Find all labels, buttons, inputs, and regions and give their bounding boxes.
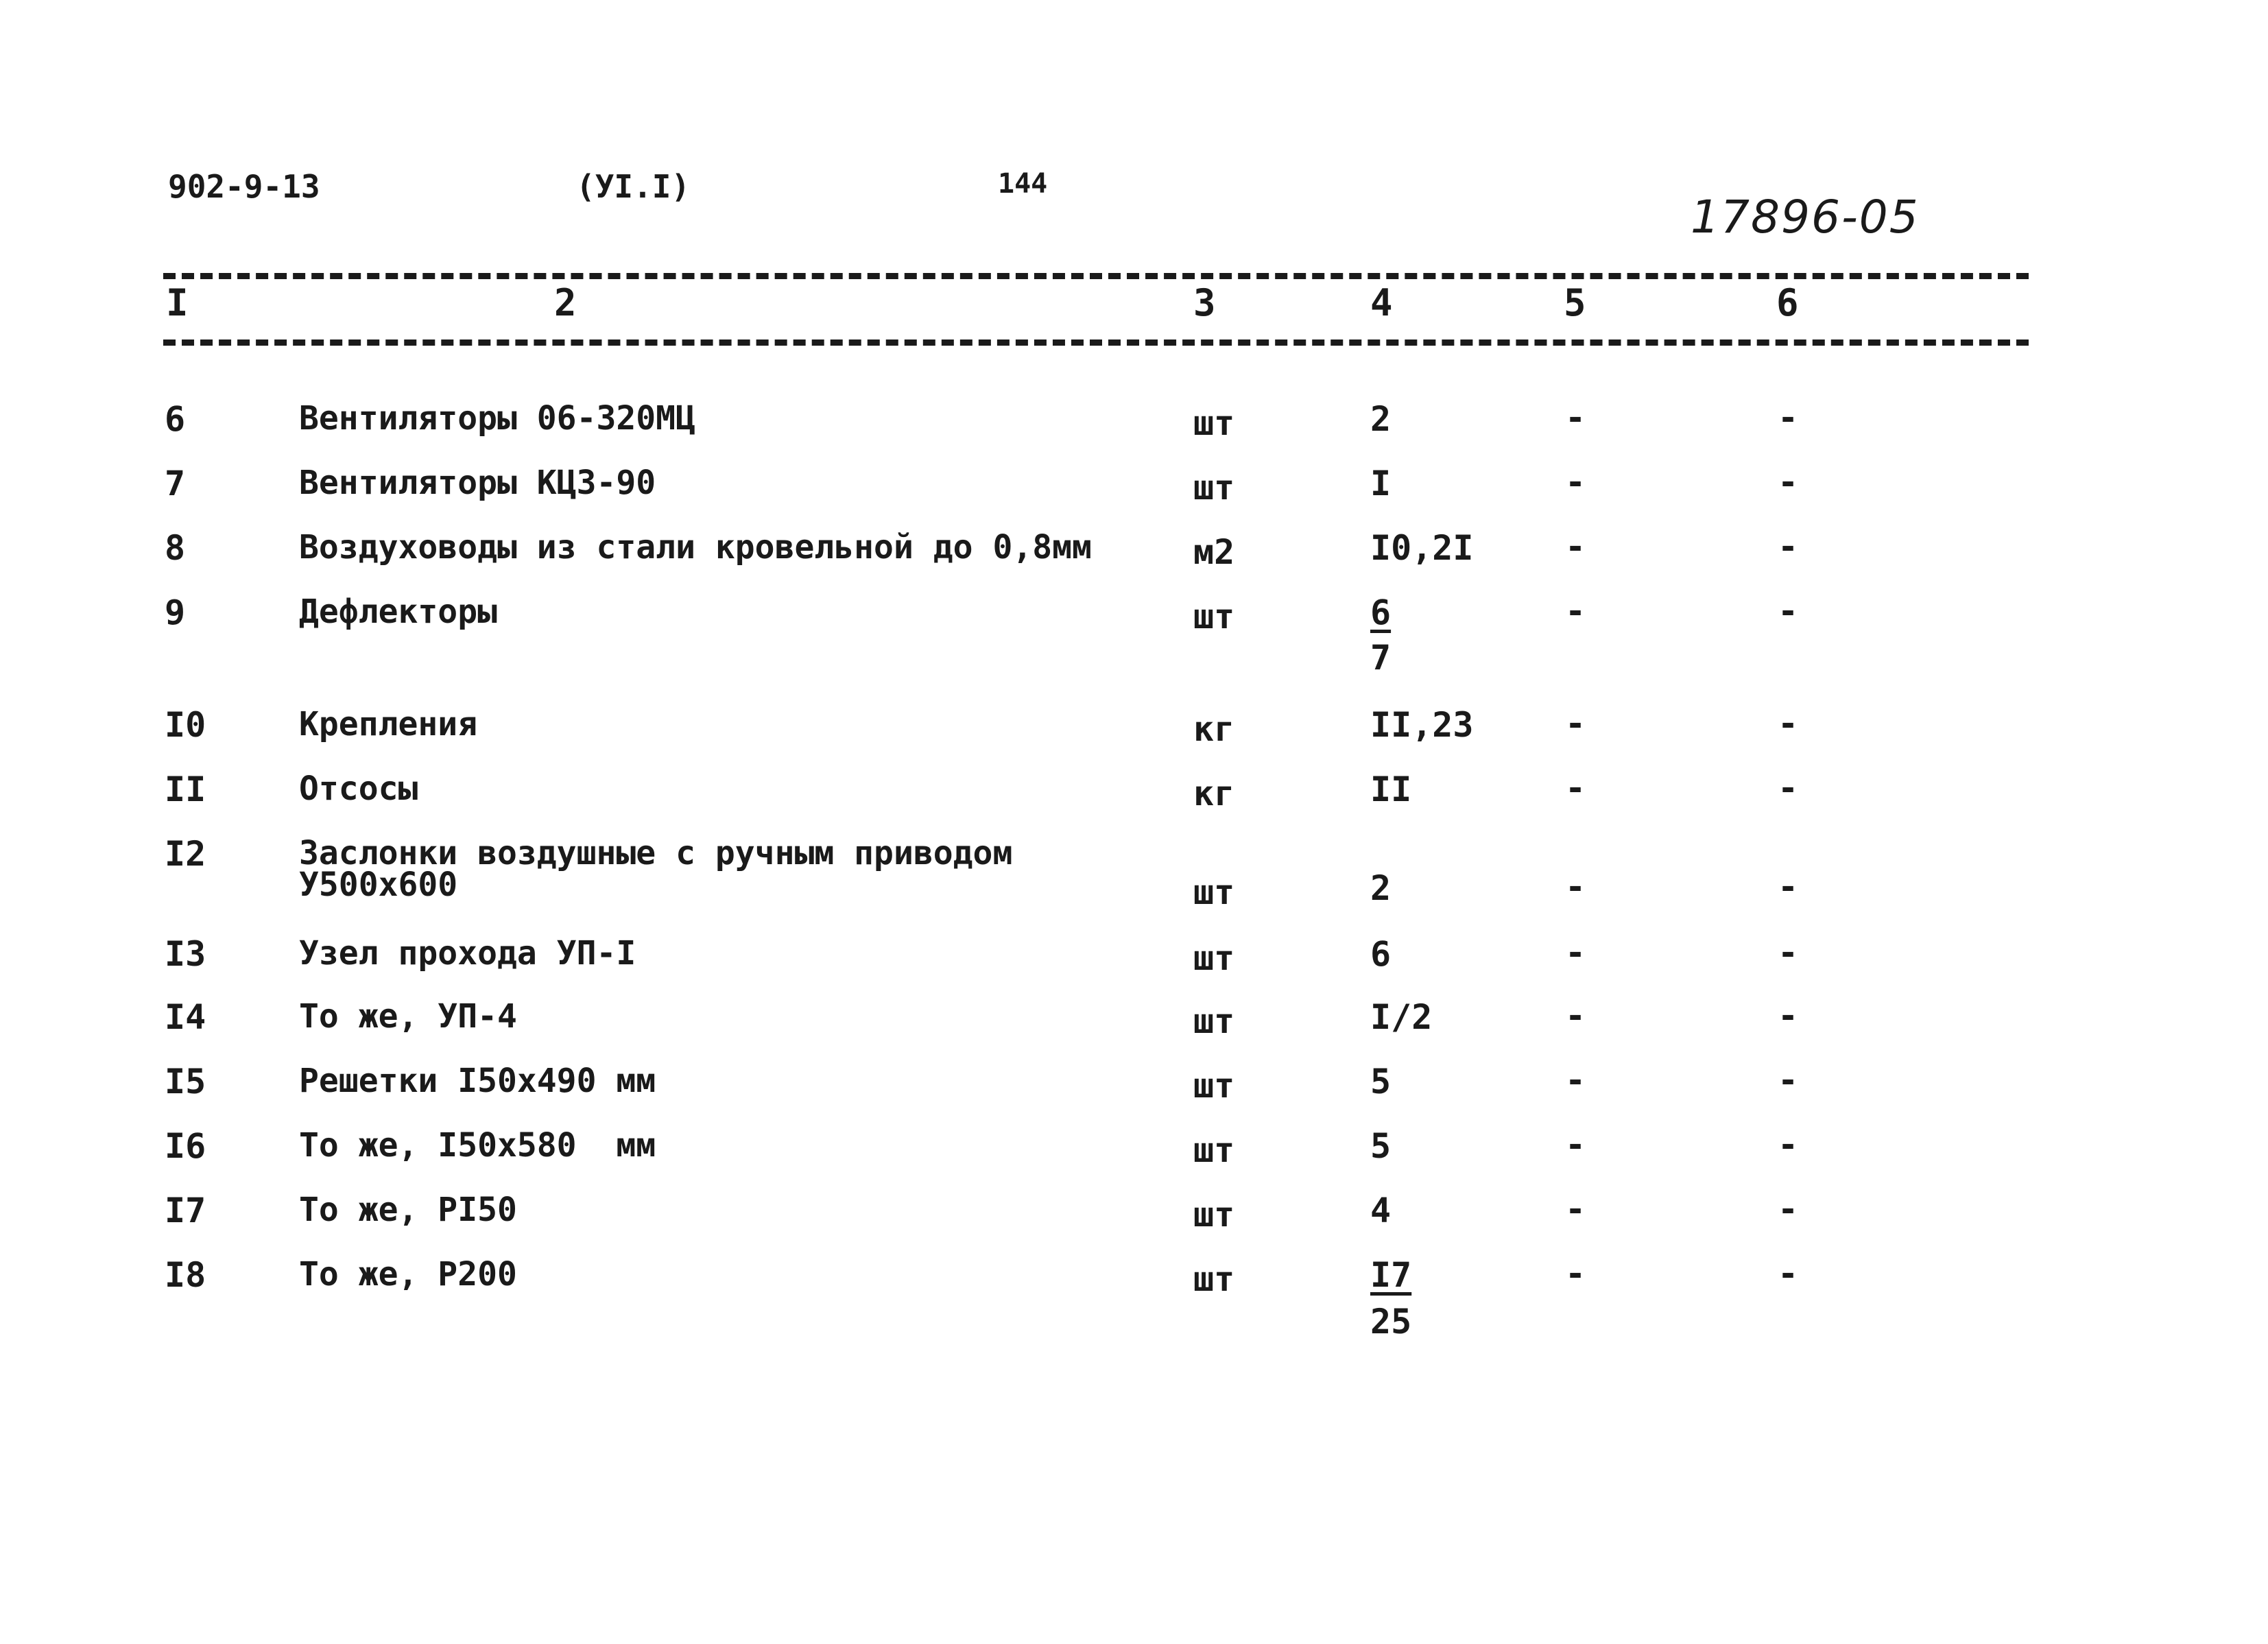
row-number: 7 [165, 464, 186, 503]
page-number: 144 [998, 168, 1048, 200]
column-5-value: - [1565, 768, 1586, 808]
item-name: То же, I50х580 мм [299, 1126, 656, 1165]
quantity: II [1370, 770, 1412, 809]
unit: шт [1193, 403, 1235, 443]
column-6-value: - [1778, 768, 1799, 808]
item-name: Отсосы [299, 770, 418, 808]
quantity: I [1370, 464, 1392, 503]
document-number: 17896-05 [1691, 191, 1920, 243]
column-5-value: - [1565, 591, 1586, 631]
quantity-denominator: 25 [1370, 1302, 1412, 1342]
column-6-value: - [1778, 1254, 1799, 1294]
column-number-4: 4 [1370, 281, 1393, 324]
column-6-value: - [1778, 933, 1799, 973]
column-number-1: I [166, 281, 189, 324]
row-number: I5 [165, 1062, 206, 1101]
item-name: Решетки I50х490 мм [299, 1062, 656, 1100]
column-6-value: - [1778, 462, 1799, 502]
unit: шт [1193, 1259, 1235, 1299]
column-6-value: - [1778, 1060, 1799, 1100]
item-name: Дефлекторы [299, 593, 497, 631]
row-number: 8 [165, 528, 186, 568]
column-5-value: - [1565, 996, 1586, 1036]
unit: шт [1193, 597, 1235, 636]
item-name: Вентиляторы КЦ3-90 [299, 464, 656, 502]
row-number: 6 [165, 399, 186, 439]
column-5-value: - [1565, 867, 1586, 907]
unit: шт [1193, 1195, 1235, 1235]
quantity: 4 [1370, 1191, 1392, 1230]
quantity: 5 [1370, 1062, 1392, 1101]
quantity: 6 [1370, 934, 1392, 974]
column-6-value: - [1778, 398, 1799, 438]
item-name: Заслонки воздушные с ручным приводом [299, 834, 1013, 872]
column-number-6: 6 [1776, 281, 1799, 324]
column-6-value: - [1778, 591, 1799, 631]
quantity-denominator: 7 [1370, 638, 1392, 678]
quantity: 2 [1370, 399, 1392, 439]
item-name-line-2: У500х600 [299, 866, 458, 904]
item-name: То же, Р200 [299, 1255, 517, 1294]
row-number: II [165, 770, 206, 809]
unit: шт [1193, 468, 1235, 508]
column-number-2: 2 [554, 281, 577, 324]
column-5-value: - [1565, 527, 1586, 567]
row-number: I0 [165, 705, 206, 745]
unit: м2 [1193, 532, 1235, 572]
unit: шт [1193, 1001, 1235, 1041]
header-rule-bottom [163, 339, 2029, 346]
column-5-value: - [1565, 1189, 1586, 1229]
column-5-value: - [1565, 704, 1586, 743]
item-name: Крепления [299, 705, 478, 743]
quantity: 5 [1370, 1126, 1392, 1166]
row-number: I8 [165, 1255, 206, 1295]
item-name: То же, УП-4 [299, 997, 517, 1036]
column-6-value: - [1778, 1189, 1799, 1229]
unit: шт [1193, 1130, 1235, 1170]
quantity: I/2 [1370, 997, 1433, 1037]
column-5-value: - [1565, 398, 1586, 438]
quantity: I0,2I [1370, 528, 1474, 568]
column-number-5: 5 [1564, 281, 1586, 324]
item-name: Воздуховоды из стали кровельной до 0,8мм [299, 528, 1092, 567]
unit: шт [1193, 1066, 1235, 1106]
row-number: I4 [165, 997, 206, 1037]
unit: кг [1193, 709, 1235, 749]
quantity-numerator: I7 [1370, 1255, 1412, 1295]
quantity: 2 [1370, 868, 1392, 908]
unit: кг [1193, 774, 1235, 813]
sheet-label: (УI.I) [576, 168, 691, 205]
item-name: То же, РI50 [299, 1191, 517, 1229]
column-6-value: - [1778, 867, 1799, 907]
header-rule-top [163, 273, 2029, 279]
column-5-value: - [1565, 462, 1586, 502]
column-6-value: - [1778, 527, 1799, 567]
column-6-value: - [1778, 996, 1799, 1036]
row-number: I6 [165, 1126, 206, 1166]
unit: шт [1193, 872, 1235, 912]
item-name: Вентиляторы 06-320МЦ [299, 399, 695, 438]
column-5-value: - [1565, 1125, 1586, 1165]
row-number: 9 [165, 593, 186, 632]
row-number: I3 [165, 934, 206, 974]
quantity-numerator: 6 [1370, 593, 1392, 632]
item-name: Узел прохода УП-I [299, 934, 636, 973]
column-number-3: 3 [1193, 281, 1216, 324]
row-number: I7 [165, 1191, 206, 1230]
document-code: 902-9-13 [168, 168, 320, 205]
column-5-value: - [1565, 1060, 1586, 1100]
column-6-value: - [1778, 704, 1799, 743]
unit: шт [1193, 938, 1235, 978]
row-number: I2 [165, 834, 206, 874]
column-5-value: - [1565, 933, 1586, 973]
column-6-value: - [1778, 1125, 1799, 1165]
quantity: II,23 [1370, 705, 1474, 745]
column-5-value: - [1565, 1254, 1586, 1294]
